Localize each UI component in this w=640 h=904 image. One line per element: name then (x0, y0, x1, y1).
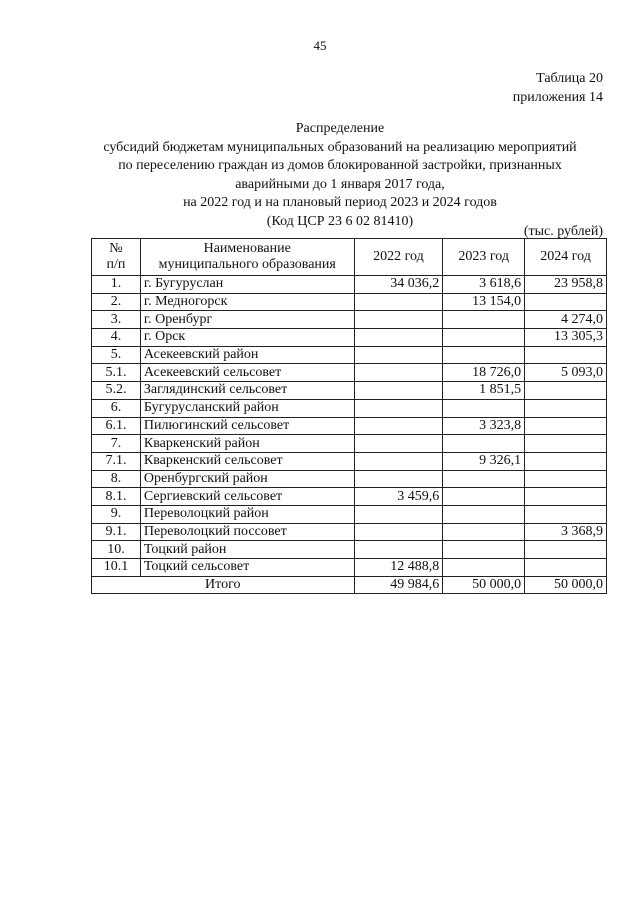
table-row (92, 364, 607, 382)
cell-2022 (354, 399, 443, 417)
cell-2024 (525, 435, 607, 453)
cell-name: Заглядинский сельсовет (140, 382, 354, 400)
cell-2023 (443, 311, 525, 329)
cell-name: Тоцкий район (140, 541, 354, 559)
table-row (92, 417, 607, 435)
cell-name: г. Оренбург (140, 311, 354, 329)
title-line6: (Код ЦСР 23 6 02 81410) (266, 213, 414, 229)
cell-2024 (525, 470, 607, 488)
cell-2024 (525, 382, 607, 400)
cell-num: 6. (92, 399, 141, 417)
title-line1: Распределение (295, 121, 385, 136)
cell-num: 4. (92, 329, 141, 347)
table-row (92, 329, 607, 347)
cell-2023: 1 851,5 (443, 382, 525, 400)
table-row (92, 435, 607, 453)
title-line4: аварийными до 1 января 2017 года, (235, 176, 445, 192)
cell-2024: 3 368,9 (525, 523, 607, 541)
header-num (92, 239, 141, 276)
cell-num: 9.1. (92, 523, 141, 541)
cell-2022 (354, 311, 443, 329)
table-row (92, 382, 607, 400)
table-row (92, 293, 607, 311)
cell-2022 (354, 346, 443, 364)
cell-num: 5.2. (92, 382, 141, 400)
cell-2023 (443, 346, 525, 364)
cell-2022 (354, 435, 443, 453)
cell-num: 5. (92, 346, 141, 364)
cell-2023 (443, 329, 525, 347)
cell-2022 (354, 470, 443, 488)
cell-2024 (525, 293, 607, 311)
cell-2024 (525, 541, 607, 559)
cell-2022: 3 459,6 (354, 488, 443, 506)
cell-2023: 3 323,8 (443, 417, 525, 435)
table-row (92, 399, 607, 417)
cell-name: г. Орск (140, 329, 354, 347)
title-line2: субсидий бюджетам муниципальных образований на реализацию мероприятий (103, 139, 577, 155)
cell-2023: 13 154,0 (443, 293, 525, 311)
title-line5: на 2022 год и на плановый период 2023 и 2024 годов (183, 195, 497, 210)
cell-num: 9. (92, 505, 141, 523)
table-row (92, 276, 607, 294)
cell-2022 (354, 382, 443, 400)
header-num-line1: № (109, 241, 123, 256)
cell-2023 (443, 399, 525, 417)
cell-name: Переволоцкий поссовет (140, 523, 354, 541)
cell-name: г. Бугуруслан (140, 276, 354, 294)
document-title (60, 120, 620, 231)
cell-name: г. Медногорск (140, 293, 354, 311)
table-body (92, 276, 607, 577)
table-ref-line2: приложения 14 (512, 90, 603, 105)
title-line3: по переселению граждан из домов блокированной застройки, признанных (118, 158, 562, 173)
cell-2022 (354, 505, 443, 523)
cell-2022: 12 488,8 (354, 559, 443, 577)
header-2024: 2024 год (525, 239, 607, 276)
cell-2023: 3 618,6 (443, 276, 525, 294)
table-header-row (92, 239, 607, 276)
cell-num: 3. (92, 311, 141, 329)
cell-name: Оренбургский район (140, 470, 354, 488)
header-name-line1: Наименование (203, 241, 291, 256)
cell-name: Асекеевский район (140, 346, 354, 364)
cell-2022 (354, 541, 443, 559)
header-2023: 2023 год (443, 239, 525, 276)
table-row (92, 541, 607, 559)
cell-2024: 4 274,0 (525, 311, 607, 329)
cell-2023 (443, 523, 525, 541)
cell-name: Кваркенский сельсовет (140, 452, 354, 470)
cell-2024 (525, 505, 607, 523)
page-number: 45 (313, 38, 327, 53)
cell-num: 10. (92, 541, 141, 559)
table-row (92, 488, 607, 506)
table-row (92, 346, 607, 364)
cell-2023: 9 326,1 (443, 452, 525, 470)
header-name (140, 239, 354, 276)
cell-2024 (525, 346, 607, 364)
cell-2022 (354, 417, 443, 435)
cell-2024: 23 958,8 (525, 276, 607, 294)
total-row (92, 576, 607, 594)
cell-2022 (354, 293, 443, 311)
total-2023: 50 000,0 (443, 576, 525, 594)
total-2022: 49 984,6 (354, 576, 443, 594)
cell-2024 (525, 488, 607, 506)
table-ref-line1: Таблица 20 (536, 71, 603, 86)
cell-2023 (443, 541, 525, 559)
cell-2024: 13 305,3 (525, 329, 607, 347)
cell-num: 5.1. (92, 364, 141, 382)
cell-2024 (525, 417, 607, 435)
cell-name: Пилюгинский сельсовет (140, 417, 354, 435)
cell-2024 (525, 559, 607, 577)
total-2024: 50 000,0 (525, 576, 607, 594)
cell-name: Асекеевский сельсовет (140, 364, 354, 382)
units-label: (тыс. рублей) (523, 224, 603, 239)
subsidy-table (91, 238, 607, 594)
cell-2023 (443, 505, 525, 523)
cell-2023 (443, 470, 525, 488)
total-label: Итого (92, 576, 355, 594)
table-row (92, 505, 607, 523)
cell-name: Бугурусланский район (140, 399, 354, 417)
cell-2023 (443, 488, 525, 506)
cell-num: 8. (92, 470, 141, 488)
cell-name: Переволоцкий район (140, 505, 354, 523)
cell-2024: 5 093,0 (525, 364, 607, 382)
table-row (92, 452, 607, 470)
cell-2022 (354, 452, 443, 470)
cell-name: Тоцкий сельсовет (140, 559, 354, 577)
cell-num: 1. (92, 276, 141, 294)
cell-num: 7. (92, 435, 141, 453)
cell-2023 (443, 559, 525, 577)
cell-num: 7.1. (92, 452, 141, 470)
cell-2022 (354, 364, 443, 382)
cell-name: Кваркенский район (140, 435, 354, 453)
cell-num: 8.1. (92, 488, 141, 506)
cell-2023 (443, 435, 525, 453)
cell-2022: 34 036,2 (354, 276, 443, 294)
cell-2022 (354, 523, 443, 541)
cell-2022 (354, 329, 443, 347)
cell-num: 6.1. (92, 417, 141, 435)
header-name-line2: муниципального образования (158, 257, 336, 272)
cell-2024 (525, 399, 607, 417)
cell-num: 2. (92, 293, 141, 311)
cell-num: 10.1 (92, 559, 141, 577)
table-row (92, 523, 607, 541)
table-row (92, 470, 607, 488)
cell-2024 (525, 452, 607, 470)
table-row (92, 559, 607, 577)
header-2022: 2022 год (354, 239, 443, 276)
table-row (92, 311, 607, 329)
cell-2023: 18 726,0 (443, 364, 525, 382)
cell-name: Сергиевский сельсовет (140, 488, 354, 506)
table-reference (513, 69, 603, 107)
header-num-line2: п/п (106, 257, 126, 272)
